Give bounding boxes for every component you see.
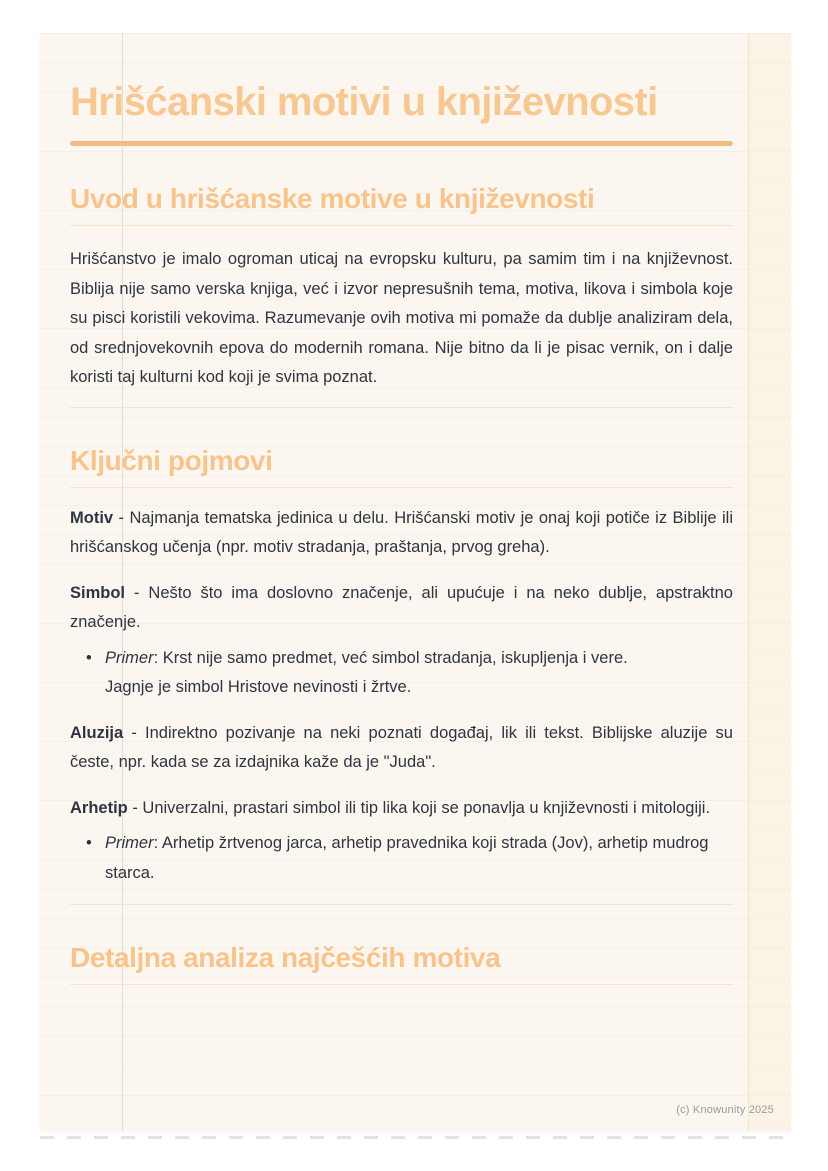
term-paragraph-aluzija [70,719,733,778]
term-separator: - [113,508,130,527]
document-title: Hrišćanski motivi u književnosti [70,80,658,124]
term-separator: - [125,583,149,602]
example-label: Primer [105,834,154,852]
section-divider [70,904,733,905]
example-item [70,644,733,703]
term-paragraph-arhetip [70,794,733,824]
term-definition: Indirektno pozivanje na neki poznati događaj, lik ili tekst. Biblijske aluzije su česte, npr. kada se za izdajnika kaže da je "Juda". [70,723,733,771]
intro-paragraph: Hrišćanstvo je imalo ogroman uticaj na evropsku kulturu, pa samim tim i na književnost. Biblija nije samo verska knjiga, već i izvor nepresušnih tema, motiva, likova i simbola koje su pisci koristili vekovima. Razumevanje ovih motiva mi pomaže da dublje analiziram dela, od srednjovekovnih epova do modernih romana. Nije bitno da li je pisac vernik, on i dalje koristi taj kulturni kod koji je svima poznat. [70,250,733,386]
term-label: Motiv [70,508,114,527]
term-label: Aluzija [70,723,124,742]
example-list [70,644,733,703]
heading-underline [70,487,733,488]
heading-underline [70,225,733,226]
term-paragraph-motiv [70,504,733,563]
term-label: Arhetip [70,798,128,817]
bullet-icon: • [86,648,92,667]
footer-credit: (c) Knowunity 2025 [676,1104,774,1116]
example-line: Arhetip žrtvenog jarca, arhetip pravednika koji strada (Jov), arhetip mudrog starca. [105,834,709,882]
bullet-icon: • [86,834,92,852]
heading-underline [70,984,733,985]
example-line: Krst nije samo predmet, već simbol stradanja, iskupljenja i vere. [162,648,628,667]
example-item [70,829,733,888]
term-definition: Univerzalni, prastari simbol ili tip lika koji se ponavlja u književnosti i mitologiji. [142,798,711,817]
term-separator: - [123,723,146,742]
example-colon: : [153,834,162,852]
term-label: Simbol [70,583,126,602]
section-heading-detaljna-analiza: Detaljna analiza najčešćih motiva [70,942,501,973]
document-page [40,33,791,1131]
example-list [70,829,733,888]
term-separator: - [127,798,143,817]
term-paragraph-simbol [70,579,733,638]
example-colon: : [153,648,163,667]
term-definition: Nešto što ima doslovno značenje, ali upućuje i na neko dublje, apstraktno značenje. [70,583,733,631]
term-definition: Najmanja tematska jedinica u delu. Hrišćanski motiv je onaj koji potiče iz Biblije ili hrišćanskog učenja (npr. motiv stradanja, praštanja, prvog greha). [70,508,733,556]
section-heading-uvod: Uvod u hrišćanske motive u književnosti [70,183,595,214]
page-edge-perforation [40,1136,791,1139]
document-content [70,79,733,985]
title-rule [70,141,733,146]
section-divider [70,407,733,408]
example-line: Jagnje je simbol Hristove nevinosti i žrtve. [105,678,412,696]
example-label: Primer [105,648,154,667]
notebook-right-margin [748,33,791,1131]
section-heading-pojmovi: Ključni pojmovi [70,444,273,476]
